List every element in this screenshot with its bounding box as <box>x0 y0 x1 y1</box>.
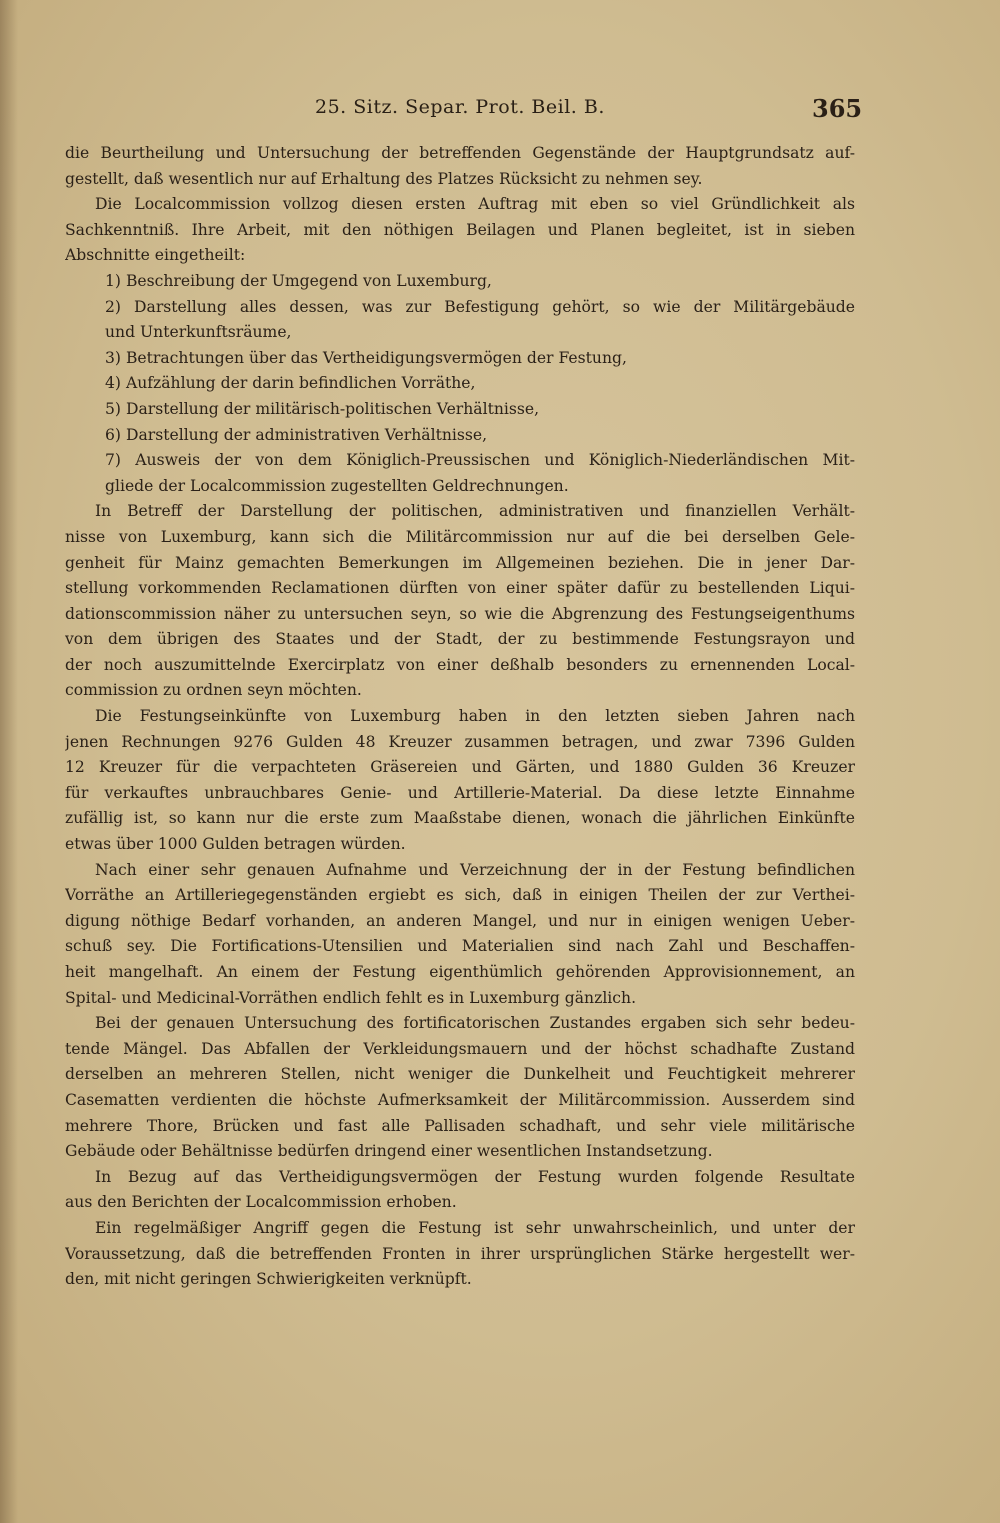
text-line: und Unterkunftsräume, <box>105 323 292 342</box>
text-line: Die Festungseinkünfte von Luxemburg haben in den letzten sieben Jahren nach <box>95 707 855 726</box>
text-line: 5) Darstellung der militärisch-politischen Verhältnisse, <box>105 399 540 418</box>
text-line: dationscommission näher zu untersuchen seyn, so wie die Abgrenzung des Festungseigenthums <box>65 604 855 623</box>
text-line: 6) Darstellung der administrativen Verhältnisse, <box>105 425 488 444</box>
text-line: 12 Kreuzer für die verpachteten Gräsereien und Gärten, und 1880 Gulden 36 Kreuzer <box>65 758 855 777</box>
text-line: 4) Aufzählung der darin befindlichen Vorräthe, <box>105 374 476 393</box>
text-line: mehrere Thore, Brücken und fast alle Pallisaden schadhaft, und sehr viele militärische <box>65 1116 855 1135</box>
page-header <box>60 90 863 130</box>
text-line: die Beurtheilung und Untersuchung der betreffenden Gegenstände der Hauptgrundsatz auf- <box>65 144 855 162</box>
body-text <box>65 141 855 1293</box>
text-line: von dem übrigen des Staates und der Stadt, der zu bestimmende Festungsrayon und <box>65 630 855 649</box>
text-line: schuß sey. Die Fortifications-Utensilien und Materialien sind nach Zahl und Beschaffen- <box>65 937 855 956</box>
text-line: nisse von Luxemburg, kann sich die Militärcommission nur auf die bei derselben Gele- <box>65 527 855 546</box>
text-line: tende Mängel. Das Abfallen der Verkleidungsmauern und der höchst schadhafte Zustand <box>65 1039 855 1058</box>
text-line: Die Localcommission vollzog diesen ersten Auftrag mit eben so viel Gründlichkeit als <box>95 195 855 214</box>
text-line: Gebäude oder Behältnisse bedürfen dringend einer wesentlichen Instandsetzung. <box>65 1142 713 1161</box>
text-line: gliede der Localcommission zugestellten Geldrechnungen. <box>105 476 569 495</box>
text-line: In Bezug auf das Vertheidigungsvermögen der Festung wurden folgende Resultate <box>95 1167 855 1186</box>
text-line: Sachkenntniß. Ihre Arbeit, mit den nöthigen Beilagen und Planen begleitet, ist in sieben <box>65 220 855 239</box>
text-line: In Betreff der Darstellung der politischen, administrativen und finanziellen Verhält- <box>95 502 855 521</box>
text-line: Casematten verdienten die höchste Aufmerksamkeit der Militärcommission. Ausserdem sind <box>65 1090 855 1109</box>
text-line: Spital- und Medicinal-Vorräthen endlich fehlt es in Luxemburg gänzlich. <box>65 988 637 1007</box>
text-line: genheit für Mainz gemachten Bemerkungen im Allgemeinen beziehen. Die in jener Dar- <box>65 553 855 572</box>
text-line: aus den Berichten der Localcommission erhoben. <box>65 1193 457 1212</box>
text-line: zufällig ist, so kann nur die erste zum Maaßstabe dienen, wonach die jährlichen Einkünfte <box>65 809 855 828</box>
text-line: commission zu ordnen seyn möchten. <box>65 681 362 700</box>
text-line: der noch auszumittelnde Exercirplatz von einer deßhalb besonders zu ernennenden Local- <box>65 655 855 674</box>
text-line: 1) Beschreibung der Umgegend von Luxemburg, <box>105 271 492 290</box>
text-line: digung nöthige Bedarf vorhanden, an anderen Mangel, und nur in einigen wenigen Ueber- <box>65 911 855 930</box>
text-line: Nach einer sehr genauen Aufnahme und Verzeichnung der in der Festung befindlichen <box>95 860 855 879</box>
page-number: 365 <box>812 94 863 123</box>
text-line: für verkauftes unbrauchbares Genie- und Artillerie-Material. Da diese letzte Einnahme <box>65 783 855 802</box>
text-line: Bei der genauen Untersuchung des fortificatorischen Zustandes ergaben sich sehr bedeu- <box>95 1014 855 1033</box>
page-edge-shadow <box>0 0 18 1523</box>
text-line: Voraussetzung, daß die betreffenden Fronten in ihrer ursprünglichen Stärke hergestellt wer- <box>65 1244 855 1263</box>
text-line: Vorräthe an Artilleriegegenständen ergiebt es sich, daß in einigen Theilen der zur Verthei- <box>65 886 855 905</box>
text-line: den, mit nicht geringen Schwierigkeiten verknüpft. <box>65 1270 472 1289</box>
text-line: Ein regelmäßiger Angriff gegen die Festung ist sehr unwahrscheinlich, und unter der <box>95 1218 855 1237</box>
text-line: gestellt, daß wesentlich nur auf Erhaltung des Platzes Rücksicht zu nehmen sey. <box>65 169 703 188</box>
text-line: jenen Rechnungen 9276 Gulden 48 Kreuzer zusammen betragen, und zwar 7396 Gulden <box>65 732 855 751</box>
text-line: stellung vorkommenden Reclamationen dürften von einer später dafür zu bestellenden Liqui- <box>65 579 855 598</box>
text-line: 3) Betrachtungen über das Vertheidigungsvermögen der Festung, <box>105 348 627 367</box>
text-line: heit mangelhaft. An einem der Festung eigenthümlich gehörenden Approvisionnement, an <box>65 963 855 981</box>
text-line: etwas über 1000 Gulden betragen würden. <box>65 835 406 854</box>
text-line: 2) Darstellung alles dessen, was zur Befestigung gehört, so wie der Militärgebäude <box>105 297 855 316</box>
text-line: Abschnitte eingetheilt: <box>65 246 246 265</box>
text-line: 7) Ausweis der von dem Königlich-Preussischen und Königlich-Niederländischen Mit- <box>105 451 855 470</box>
text-line: derselben an mehreren Stellen, nicht weniger die Dunkelheit und Feuchtigkeit mehrerer <box>65 1065 855 1084</box>
running-head: 25. Sitz. Separ. Prot. Beil. B. <box>315 96 605 118</box>
